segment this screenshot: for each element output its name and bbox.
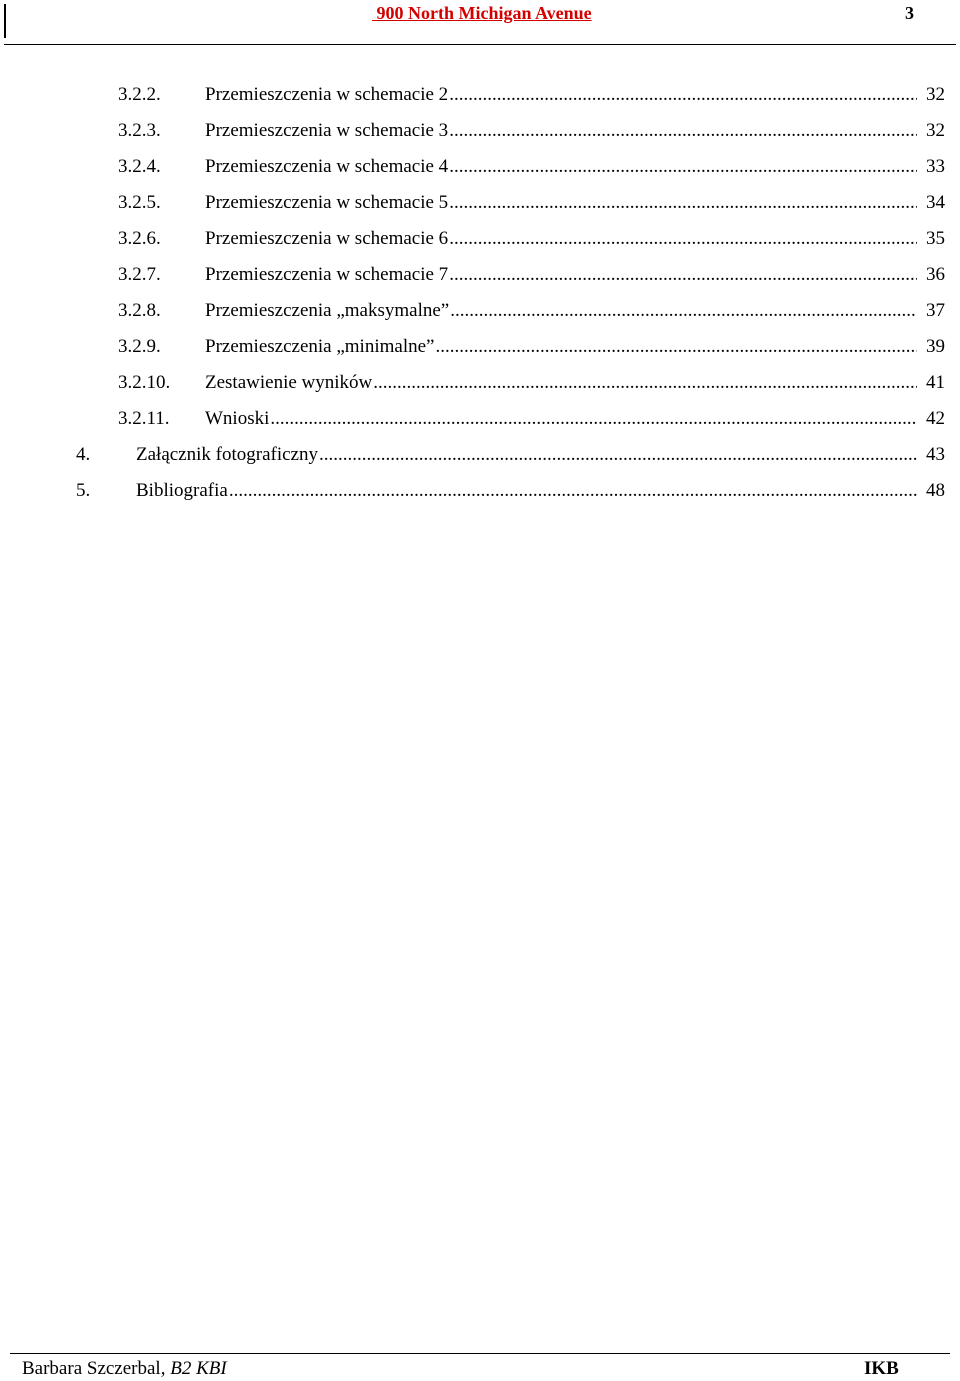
footer-author-name: Barbara Szczerbal, <box>22 1358 171 1379</box>
toc-dot-leader <box>435 332 917 362</box>
toc-entry-line <box>205 188 918 218</box>
toc-entry-line <box>136 476 918 506</box>
toc-entry-title[interactable]: Przemieszczenia w schemacie 7 <box>205 264 449 285</box>
toc-entry-number: 3.2.2. <box>118 84 161 105</box>
toc-entry-title[interactable]: Przemieszczenia w schemacie 4 <box>205 156 449 177</box>
toc-entry-title[interactable]: Załącznik fotograficzny <box>136 444 318 465</box>
toc-entry-page: 48 <box>926 480 945 501</box>
toc-entry-page: 42 <box>926 408 945 429</box>
toc-entry-page: 41 <box>926 372 945 393</box>
toc-entry-page: 43 <box>926 444 945 465</box>
toc-entry-line <box>205 152 918 182</box>
toc-entry-line <box>205 296 918 326</box>
header-divider <box>4 44 956 45</box>
toc-entry[interactable] <box>0 440 960 470</box>
toc-entry-line <box>205 224 918 254</box>
toc-dot-leader <box>449 80 917 110</box>
toc-entry-page: 32 <box>926 84 945 105</box>
footer-group: B2 KBI <box>170 1358 227 1379</box>
toc-entry-title[interactable]: Przemieszczenia „minimalne” <box>205 336 435 357</box>
toc-entry-page: 37 <box>926 300 945 321</box>
toc-entry-title[interactable]: Zestawienie wyników <box>205 372 373 393</box>
toc-entry-line <box>205 116 918 146</box>
toc-dot-leader <box>449 260 917 290</box>
toc-entry-line <box>136 440 918 470</box>
toc-entry-line <box>205 332 918 362</box>
footer-author <box>22 1358 227 1380</box>
toc-dot-leader <box>229 476 917 506</box>
toc-entry[interactable] <box>0 368 960 398</box>
toc-entry-number: 3.2.3. <box>118 120 161 141</box>
toc-entry[interactable] <box>0 224 960 254</box>
toc-dot-leader <box>270 404 917 434</box>
toc-entry[interactable] <box>0 476 960 506</box>
toc-entry-page: 35 <box>926 228 945 249</box>
toc-entry-title[interactable]: Przemieszczenia „maksymalne” <box>205 300 450 321</box>
toc-entry[interactable] <box>0 296 960 326</box>
toc-entry[interactable] <box>0 188 960 218</box>
toc-entry-title[interactable]: Przemieszczenia w schemacie 6 <box>205 228 449 249</box>
page-header <box>0 0 960 48</box>
toc-entry-number: 3.2.9. <box>118 336 161 357</box>
toc-entry[interactable] <box>0 80 960 110</box>
toc-entry-line <box>205 368 918 398</box>
toc-entry-number: 3.2.6. <box>118 228 161 249</box>
footer-institute: IKB <box>864 1358 899 1379</box>
header-title[interactable]: 900 North Michigan Avenue <box>372 3 592 23</box>
toc-entry[interactable] <box>0 152 960 182</box>
toc-entry-number: 3.2.7. <box>118 264 161 285</box>
toc-entry-number: 3.2.10. <box>118 372 171 393</box>
toc-entry-title[interactable]: Przemieszczenia w schemacie 2 <box>205 84 449 105</box>
toc-entry-page: 36 <box>926 264 945 285</box>
header-page-number: 3 <box>905 3 914 23</box>
toc-entry-line <box>205 80 918 110</box>
toc-dot-leader <box>319 440 917 470</box>
toc-entry-number: 4. <box>76 444 91 465</box>
toc-dot-leader <box>450 296 917 326</box>
toc-dot-leader <box>449 188 917 218</box>
toc-dot-leader <box>449 152 917 182</box>
toc-entry-number: 5. <box>76 480 91 501</box>
toc-entry[interactable] <box>0 404 960 434</box>
toc-entry-number: 3.2.4. <box>118 156 161 177</box>
toc-entry[interactable] <box>0 332 960 362</box>
toc-dot-leader <box>373 368 917 398</box>
toc-entry-number: 3.2.5. <box>118 192 161 213</box>
toc-entry-title[interactable]: Bibliografia <box>136 480 228 501</box>
toc-entry-title[interactable]: Wnioski <box>205 408 270 429</box>
footer-divider <box>10 1353 950 1354</box>
toc-entry-page: 32 <box>926 120 945 141</box>
toc-entry[interactable] <box>0 260 960 290</box>
toc-entry-number: 3.2.11. <box>118 408 170 429</box>
toc-entry-line <box>205 404 918 434</box>
toc-entry-title[interactable]: Przemieszczenia w schemacie 5 <box>205 192 449 213</box>
toc-entry[interactable] <box>0 116 960 146</box>
toc-entry-page: 34 <box>926 192 945 213</box>
toc-entry-page: 33 <box>926 156 945 177</box>
header-margin-bar <box>4 4 6 38</box>
toc-dot-leader <box>449 116 917 146</box>
toc-entry-title[interactable]: Przemieszczenia w schemacie 3 <box>205 120 449 141</box>
toc-entry-line <box>205 260 918 290</box>
toc-dot-leader <box>449 224 917 254</box>
toc-entry-page: 39 <box>926 336 945 357</box>
toc-entry-number: 3.2.8. <box>118 300 161 321</box>
